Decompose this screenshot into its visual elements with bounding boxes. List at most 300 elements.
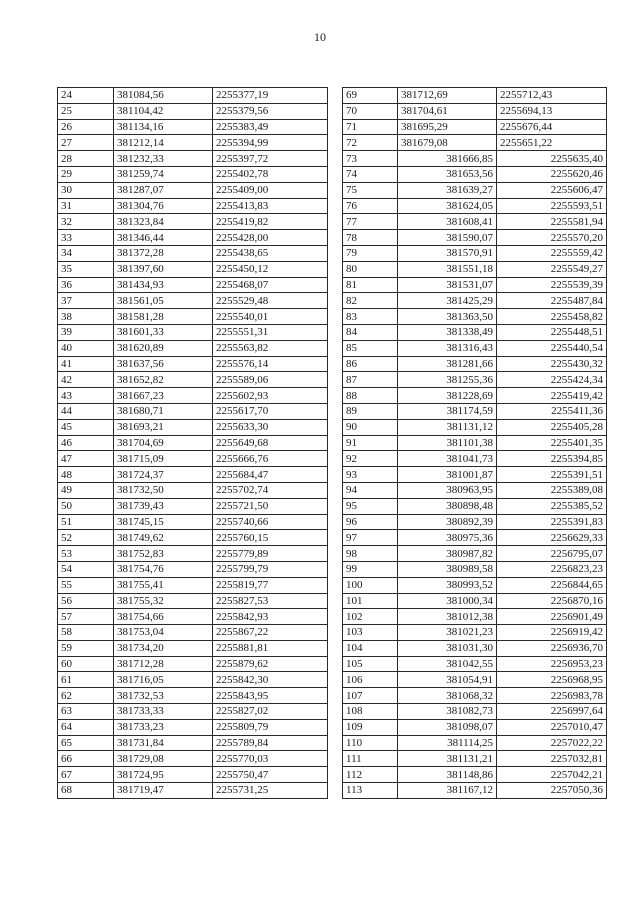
x-coordinate-cell: 381755,32 — [114, 593, 213, 609]
table-row — [343, 735, 607, 751]
x-coordinate-cell: 381732,50 — [114, 482, 213, 498]
x-coordinate-cell: 381212,14 — [114, 135, 213, 151]
x-coordinate-cell: 381581,28 — [114, 309, 213, 325]
y-coordinate-cell: 2255576,14 — [213, 356, 328, 372]
point-number-cell: 52 — [58, 530, 114, 546]
point-number-cell: 48 — [58, 467, 114, 483]
x-coordinate-cell: 381620,89 — [114, 340, 213, 356]
table-row — [58, 435, 328, 451]
x-coordinate-cell: 381590,07 — [398, 230, 497, 246]
y-coordinate-cell: 2255731,25 — [213, 783, 328, 799]
point-number-cell: 89 — [343, 403, 398, 419]
y-coordinate-cell: 2255411,36 — [497, 403, 607, 419]
table-row — [343, 672, 607, 688]
point-number-cell: 34 — [58, 245, 114, 261]
table-row — [343, 119, 607, 135]
y-coordinate-cell: 2256997,64 — [497, 704, 607, 720]
point-number-cell: 41 — [58, 356, 114, 372]
point-number-cell: 90 — [343, 419, 398, 435]
table-row — [58, 403, 328, 419]
x-coordinate-cell: 380987,82 — [398, 546, 497, 562]
point-number-cell: 67 — [58, 767, 114, 783]
y-coordinate-cell: 2255450,12 — [213, 261, 328, 277]
y-coordinate-cell: 2255633,30 — [213, 419, 328, 435]
x-coordinate-cell: 381021,23 — [398, 625, 497, 641]
x-coordinate-cell: 380975,36 — [398, 530, 497, 546]
x-coordinate-cell: 381082,73 — [398, 704, 497, 720]
point-number-cell: 100 — [343, 577, 398, 593]
table-row — [343, 625, 607, 641]
table-row — [58, 324, 328, 340]
y-coordinate-cell: 2256968,95 — [497, 672, 607, 688]
x-coordinate-cell: 380963,95 — [398, 482, 497, 498]
y-coordinate-cell: 2255383,49 — [213, 119, 328, 135]
point-number-cell: 106 — [343, 672, 398, 688]
point-number-cell: 46 — [58, 435, 114, 451]
x-coordinate-cell: 381316,43 — [398, 340, 497, 356]
point-number-cell: 42 — [58, 372, 114, 388]
y-coordinate-cell: 2255694,13 — [497, 103, 607, 119]
x-coordinate-cell: 381704,61 — [398, 103, 497, 119]
x-coordinate-cell: 381734,20 — [114, 640, 213, 656]
x-coordinate-cell: 380993,52 — [398, 577, 497, 593]
point-number-cell: 31 — [58, 198, 114, 214]
point-number-cell: 81 — [343, 277, 398, 293]
page-number: 10 — [314, 30, 326, 44]
table-row — [58, 609, 328, 625]
table-row — [58, 593, 328, 609]
x-coordinate-cell: 381712,69 — [398, 88, 497, 104]
point-number-cell: 29 — [58, 166, 114, 182]
table-row — [58, 482, 328, 498]
table-row — [58, 577, 328, 593]
table-row — [58, 640, 328, 656]
point-number-cell: 84 — [343, 324, 398, 340]
y-coordinate-cell: 2255881,81 — [213, 640, 328, 656]
x-coordinate-cell: 381733,23 — [114, 719, 213, 735]
x-coordinate-cell: 381372,28 — [114, 245, 213, 261]
y-coordinate-cell: 2255635,40 — [497, 151, 607, 167]
y-coordinate-cell: 2255391,51 — [497, 467, 607, 483]
point-number-cell: 30 — [58, 182, 114, 198]
x-coordinate-cell: 381639,27 — [398, 182, 497, 198]
point-number-cell: 75 — [343, 182, 398, 198]
x-coordinate-cell: 381755,41 — [114, 577, 213, 593]
x-coordinate-cell: 381287,07 — [114, 182, 213, 198]
table-row — [58, 151, 328, 167]
x-coordinate-cell: 381653,56 — [398, 166, 497, 182]
table-row — [58, 672, 328, 688]
point-number-cell: 37 — [58, 293, 114, 309]
point-number-cell: 93 — [343, 467, 398, 483]
point-number-cell: 83 — [343, 309, 398, 325]
point-number-cell: 65 — [58, 735, 114, 751]
point-number-cell: 99 — [343, 561, 398, 577]
table-row — [343, 324, 607, 340]
table-row — [58, 356, 328, 372]
table-row — [58, 688, 328, 704]
x-coordinate-cell: 381749,62 — [114, 530, 213, 546]
point-number-cell: 79 — [343, 245, 398, 261]
point-number-cell: 87 — [343, 372, 398, 388]
x-coordinate-cell: 381608,41 — [398, 214, 497, 230]
y-coordinate-cell: 2255620,46 — [497, 166, 607, 182]
table-row — [58, 388, 328, 404]
y-coordinate-cell: 2255529,48 — [213, 293, 328, 309]
table-row — [58, 751, 328, 767]
y-coordinate-cell: 2255413,83 — [213, 198, 328, 214]
x-coordinate-cell: 380989,58 — [398, 561, 497, 577]
x-coordinate-cell: 381732,53 — [114, 688, 213, 704]
point-number-cell: 92 — [343, 451, 398, 467]
table-row — [343, 435, 607, 451]
point-number-cell: 78 — [343, 230, 398, 246]
x-coordinate-cell: 381716,05 — [114, 672, 213, 688]
table-row — [343, 656, 607, 672]
x-coordinate-cell: 380892,39 — [398, 514, 497, 530]
x-coordinate-cell: 381695,29 — [398, 119, 497, 135]
point-number-cell: 56 — [58, 593, 114, 609]
x-coordinate-cell: 381098,07 — [398, 719, 497, 735]
y-coordinate-cell: 2255842,30 — [213, 672, 328, 688]
point-number-cell: 33 — [58, 230, 114, 246]
x-coordinate-cell: 381042,55 — [398, 656, 497, 672]
table-row — [343, 245, 607, 261]
y-coordinate-cell: 2256901,49 — [497, 609, 607, 625]
table-row — [58, 309, 328, 325]
table-row — [343, 198, 607, 214]
coordinates-table-left — [57, 87, 328, 799]
y-coordinate-cell: 2255405,28 — [497, 419, 607, 435]
y-coordinate-cell: 2256844,65 — [497, 577, 607, 593]
y-coordinate-cell: 2255867,22 — [213, 625, 328, 641]
table-row — [343, 482, 607, 498]
point-number-cell: 110 — [343, 735, 398, 751]
table-row — [343, 103, 607, 119]
x-coordinate-cell: 381753,04 — [114, 625, 213, 641]
table-row — [343, 403, 607, 419]
point-number-cell: 86 — [343, 356, 398, 372]
table-row — [58, 719, 328, 735]
y-coordinate-cell: 2255424,34 — [497, 372, 607, 388]
table-row — [343, 293, 607, 309]
x-coordinate-cell: 381666,85 — [398, 151, 497, 167]
x-coordinate-cell: 381745,15 — [114, 514, 213, 530]
table-row — [58, 198, 328, 214]
point-number-cell: 95 — [343, 498, 398, 514]
x-coordinate-cell: 381259,74 — [114, 166, 213, 182]
point-number-cell: 102 — [343, 609, 398, 625]
y-coordinate-cell: 2255377,19 — [213, 88, 328, 104]
x-coordinate-cell: 381232,33 — [114, 151, 213, 167]
y-coordinate-cell: 2255666,76 — [213, 451, 328, 467]
table-row — [343, 593, 607, 609]
y-coordinate-cell: 2255721,50 — [213, 498, 328, 514]
point-number-cell: 26 — [58, 119, 114, 135]
coordinates-table-right-body — [343, 88, 607, 799]
x-coordinate-cell: 381739,43 — [114, 498, 213, 514]
x-coordinate-cell: 381561,05 — [114, 293, 213, 309]
x-coordinate-cell: 381131,21 — [398, 751, 497, 767]
x-coordinate-cell: 381101,38 — [398, 435, 497, 451]
x-coordinate-cell: 381425,29 — [398, 293, 497, 309]
x-coordinate-cell: 381068,32 — [398, 688, 497, 704]
x-coordinate-cell: 381667,23 — [114, 388, 213, 404]
point-number-cell: 91 — [343, 435, 398, 451]
point-number-cell: 24 — [58, 88, 114, 104]
table-row — [343, 277, 607, 293]
y-coordinate-cell: 2255799,79 — [213, 561, 328, 577]
y-coordinate-cell: 2255602,93 — [213, 388, 328, 404]
point-number-cell: 107 — [343, 688, 398, 704]
x-coordinate-cell: 381131,12 — [398, 419, 497, 435]
point-number-cell: 63 — [58, 704, 114, 720]
y-coordinate-cell: 2255842,93 — [213, 609, 328, 625]
x-coordinate-cell: 381363,50 — [398, 309, 497, 325]
y-coordinate-cell: 2257022,22 — [497, 735, 607, 751]
x-coordinate-cell: 381715,09 — [114, 451, 213, 467]
x-coordinate-cell: 381041,73 — [398, 451, 497, 467]
point-number-cell: 32 — [58, 214, 114, 230]
y-coordinate-cell: 2255389,08 — [497, 482, 607, 498]
table-row — [58, 546, 328, 562]
point-number-cell: 96 — [343, 514, 398, 530]
x-coordinate-cell: 381752,83 — [114, 546, 213, 562]
point-number-cell: 103 — [343, 625, 398, 641]
point-number-cell: 85 — [343, 340, 398, 356]
y-coordinate-cell: 2255391,83 — [497, 514, 607, 530]
point-number-cell: 39 — [58, 324, 114, 340]
y-coordinate-cell: 2255827,02 — [213, 704, 328, 720]
point-number-cell: 44 — [58, 403, 114, 419]
point-number-cell: 72 — [343, 135, 398, 151]
point-number-cell: 68 — [58, 783, 114, 799]
table-row — [58, 261, 328, 277]
y-coordinate-cell: 2257032,81 — [497, 751, 607, 767]
table-row — [343, 783, 607, 799]
y-coordinate-cell: 2255428,00 — [213, 230, 328, 246]
table-row — [343, 546, 607, 562]
table-row — [343, 261, 607, 277]
point-number-cell: 70 — [343, 103, 398, 119]
y-coordinate-cell: 2255606,47 — [497, 182, 607, 198]
table-row — [58, 704, 328, 720]
table-row — [58, 166, 328, 182]
y-coordinate-cell: 2255593,51 — [497, 198, 607, 214]
y-coordinate-cell: 2255570,20 — [497, 230, 607, 246]
table-row — [58, 214, 328, 230]
y-coordinate-cell: 2256919,42 — [497, 625, 607, 641]
y-coordinate-cell: 2255409,00 — [213, 182, 328, 198]
table-row — [343, 719, 607, 735]
coordinates-table-left-body — [58, 88, 328, 799]
x-coordinate-cell: 381733,33 — [114, 704, 213, 720]
x-coordinate-cell: 381114,25 — [398, 735, 497, 751]
x-coordinate-cell: 381724,37 — [114, 467, 213, 483]
table-row — [58, 135, 328, 151]
table-row — [343, 609, 607, 625]
x-coordinate-cell: 381174,59 — [398, 403, 497, 419]
table-row — [343, 767, 607, 783]
y-coordinate-cell: 2255448,51 — [497, 324, 607, 340]
point-number-cell: 28 — [58, 151, 114, 167]
x-coordinate-cell: 381054,91 — [398, 672, 497, 688]
y-coordinate-cell: 2255684,47 — [213, 467, 328, 483]
point-number-cell: 57 — [58, 609, 114, 625]
point-number-cell: 71 — [343, 119, 398, 135]
y-coordinate-cell: 2255676,44 — [497, 119, 607, 135]
table-row — [343, 640, 607, 656]
x-coordinate-cell: 381323,84 — [114, 214, 213, 230]
y-coordinate-cell: 2255397,72 — [213, 151, 328, 167]
y-coordinate-cell: 2255760,15 — [213, 530, 328, 546]
point-number-cell: 38 — [58, 309, 114, 325]
y-coordinate-cell: 2256953,23 — [497, 656, 607, 672]
table-row — [58, 656, 328, 672]
x-coordinate-cell: 381167,12 — [398, 783, 497, 799]
point-number-cell: 80 — [343, 261, 398, 277]
x-coordinate-cell: 381601,33 — [114, 324, 213, 340]
point-number-cell: 73 — [343, 151, 398, 167]
y-coordinate-cell: 2255589,06 — [213, 372, 328, 388]
x-coordinate-cell: 381719,47 — [114, 783, 213, 799]
y-coordinate-cell: 2256983,78 — [497, 688, 607, 704]
y-coordinate-cell: 2255419,42 — [497, 388, 607, 404]
x-coordinate-cell: 381434,93 — [114, 277, 213, 293]
point-number-cell: 59 — [58, 640, 114, 656]
x-coordinate-cell: 381551,18 — [398, 261, 497, 277]
table-row — [58, 625, 328, 641]
point-number-cell: 61 — [58, 672, 114, 688]
x-coordinate-cell: 381134,16 — [114, 119, 213, 135]
x-coordinate-cell: 381304,76 — [114, 198, 213, 214]
point-number-cell: 66 — [58, 751, 114, 767]
x-coordinate-cell: 381031,30 — [398, 640, 497, 656]
table-row — [58, 340, 328, 356]
point-number-cell: 82 — [343, 293, 398, 309]
y-coordinate-cell: 2255430,32 — [497, 356, 607, 372]
x-coordinate-cell: 381731,84 — [114, 735, 213, 751]
table-row — [58, 372, 328, 388]
y-coordinate-cell: 2255539,39 — [497, 277, 607, 293]
table-row — [343, 356, 607, 372]
table-row — [58, 735, 328, 751]
x-coordinate-cell: 381001,87 — [398, 467, 497, 483]
y-coordinate-cell: 2256795,07 — [497, 546, 607, 562]
x-coordinate-cell: 381104,42 — [114, 103, 213, 119]
point-number-cell: 54 — [58, 561, 114, 577]
x-coordinate-cell: 381754,66 — [114, 609, 213, 625]
table-row — [343, 751, 607, 767]
table-row — [58, 451, 328, 467]
y-coordinate-cell: 2255770,03 — [213, 751, 328, 767]
point-number-cell: 51 — [58, 514, 114, 530]
y-coordinate-cell: 2255712,43 — [497, 88, 607, 104]
y-coordinate-cell: 2255385,52 — [497, 498, 607, 514]
y-coordinate-cell: 2255819,77 — [213, 577, 328, 593]
y-coordinate-cell: 2255551,31 — [213, 324, 328, 340]
y-coordinate-cell: 2255563,82 — [213, 340, 328, 356]
table-row — [58, 293, 328, 309]
table-row — [343, 704, 607, 720]
point-number-cell: 62 — [58, 688, 114, 704]
table-row — [343, 388, 607, 404]
y-coordinate-cell: 2256870,16 — [497, 593, 607, 609]
y-coordinate-cell: 2255649,68 — [213, 435, 328, 451]
y-coordinate-cell: 2255559,42 — [497, 245, 607, 261]
y-coordinate-cell: 2255879,62 — [213, 656, 328, 672]
point-number-cell: 97 — [343, 530, 398, 546]
point-number-cell: 47 — [58, 451, 114, 467]
table-row — [343, 577, 607, 593]
point-number-cell: 111 — [343, 751, 398, 767]
table-row — [58, 182, 328, 198]
y-coordinate-cell: 2257010,47 — [497, 719, 607, 735]
table-row — [343, 498, 607, 514]
table-row — [58, 767, 328, 783]
x-coordinate-cell: 380898,48 — [398, 498, 497, 514]
x-coordinate-cell: 381693,21 — [114, 419, 213, 435]
point-number-cell: 69 — [343, 88, 398, 104]
y-coordinate-cell: 2255809,79 — [213, 719, 328, 735]
point-number-cell: 55 — [58, 577, 114, 593]
table-row — [343, 309, 607, 325]
y-coordinate-cell: 2256823,23 — [497, 561, 607, 577]
y-coordinate-cell: 2256936,70 — [497, 640, 607, 656]
point-number-cell: 94 — [343, 482, 398, 498]
table-row — [58, 88, 328, 104]
point-number-cell: 101 — [343, 593, 398, 609]
table-row — [58, 277, 328, 293]
x-coordinate-cell: 381624,05 — [398, 198, 497, 214]
table-row — [343, 88, 607, 104]
point-number-cell: 112 — [343, 767, 398, 783]
x-coordinate-cell: 381754,76 — [114, 561, 213, 577]
y-coordinate-cell: 2257042,21 — [497, 767, 607, 783]
x-coordinate-cell: 381712,28 — [114, 656, 213, 672]
y-coordinate-cell: 2255549,27 — [497, 261, 607, 277]
x-coordinate-cell: 381281,66 — [398, 356, 497, 372]
y-coordinate-cell: 2255779,89 — [213, 546, 328, 562]
point-number-cell: 35 — [58, 261, 114, 277]
y-coordinate-cell: 2255843,95 — [213, 688, 328, 704]
table-row — [343, 151, 607, 167]
x-coordinate-cell: 381000,34 — [398, 593, 497, 609]
y-coordinate-cell: 2255789,84 — [213, 735, 328, 751]
table-row — [58, 230, 328, 246]
y-coordinate-cell: 2255702,74 — [213, 482, 328, 498]
table-row — [58, 783, 328, 799]
coordinates-table-right — [342, 87, 607, 799]
table-row — [343, 530, 607, 546]
x-coordinate-cell: 381679,08 — [398, 135, 497, 151]
point-number-cell: 104 — [343, 640, 398, 656]
table-row — [343, 230, 607, 246]
point-number-cell: 98 — [343, 546, 398, 562]
x-coordinate-cell: 381652,82 — [114, 372, 213, 388]
table-row — [58, 467, 328, 483]
x-coordinate-cell: 381637,56 — [114, 356, 213, 372]
y-coordinate-cell: 2255581,94 — [497, 214, 607, 230]
point-number-cell: 49 — [58, 482, 114, 498]
table-row — [343, 451, 607, 467]
x-coordinate-cell: 381148,86 — [398, 767, 497, 783]
table-row — [58, 514, 328, 530]
x-coordinate-cell: 381346,44 — [114, 230, 213, 246]
y-coordinate-cell: 2255617,70 — [213, 403, 328, 419]
x-coordinate-cell: 381228,69 — [398, 388, 497, 404]
y-coordinate-cell: 2255750,47 — [213, 767, 328, 783]
